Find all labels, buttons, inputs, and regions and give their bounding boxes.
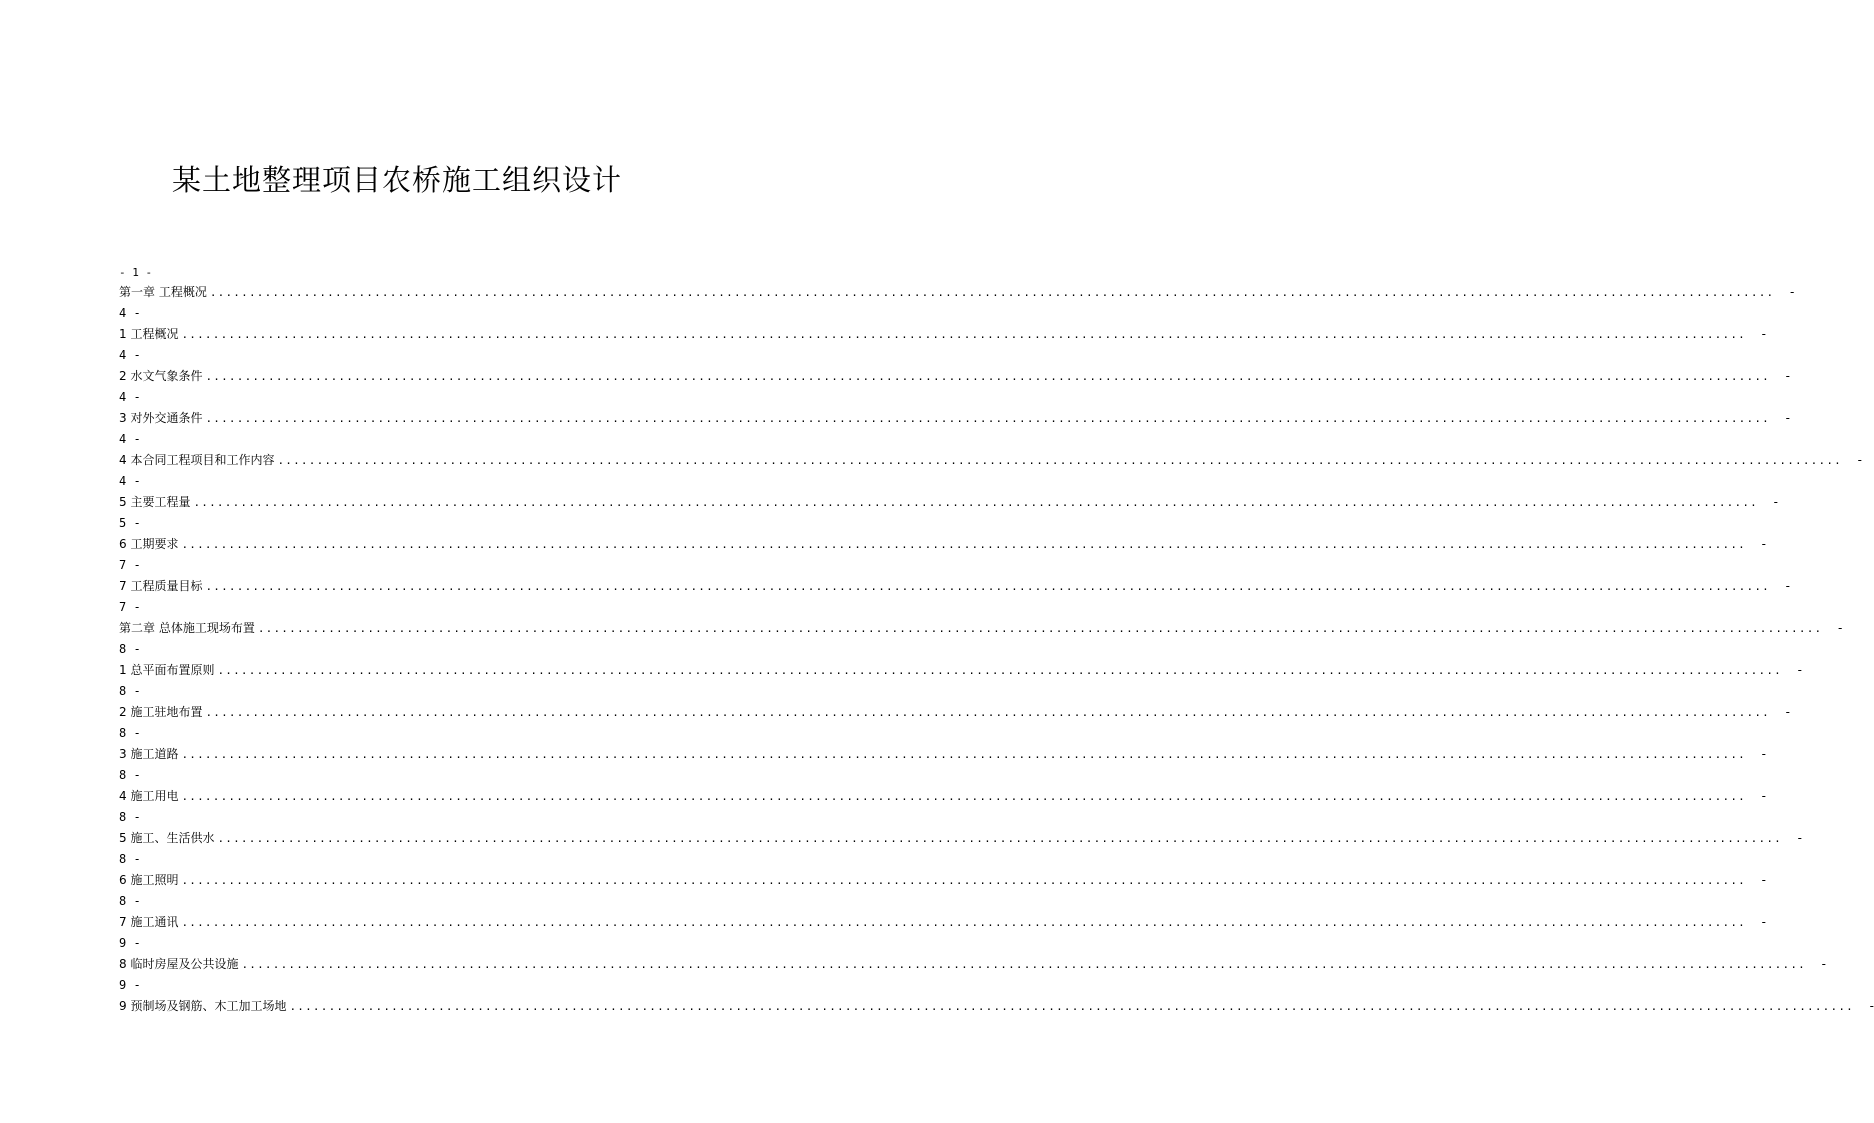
toc-entry-label: 1 总平面布置原则: [119, 663, 215, 677]
toc-entry-label: 6 施工照明: [119, 873, 179, 887]
toc-entry-page: 8 -: [119, 852, 141, 866]
toc-entry[interactable]: [119, 996, 1874, 1017]
toc-page-dash: -: [1785, 579, 1790, 593]
toc-entry-line: [119, 996, 1874, 1017]
toc-entry-label: 8 临时房屋及公共设施: [119, 957, 239, 971]
toc-dot-leader: ........................................................................................................................................................................................................: [289, 1000, 1854, 1013]
toc-entry-line: [119, 534, 1766, 555]
toc-entry-line: [119, 576, 1790, 597]
toc-page-dash: -: [1773, 495, 1778, 509]
toc-entry-label: 1 工程概况: [119, 327, 179, 341]
page-number-marker: - 1 -: [119, 266, 153, 279]
toc-entry-line: [119, 408, 1790, 429]
toc-entry-page: 9 -: [119, 936, 141, 950]
toc-entry-label: 2 水文气象条件: [119, 369, 203, 383]
toc-entry-page: 4 -: [119, 306, 141, 320]
toc-entry-label: 4 施工用电: [119, 789, 179, 803]
toc-entry-line: [119, 954, 1826, 975]
toc-entry-page: 4 -: [119, 474, 141, 488]
toc-entry-line: [119, 786, 1766, 807]
toc-entry[interactable]: [119, 576, 1790, 618]
toc-entry-label: 6 工期要求: [119, 537, 179, 551]
document-title: 某土地整理项目农桥施工组织设计: [171, 163, 622, 197]
toc-entry-line: [119, 744, 1766, 765]
toc-dot-leader: ........................................................................................................................................................................................................: [241, 958, 1806, 971]
toc-entry[interactable]: [119, 492, 1778, 534]
toc-entry-label: 第二章 总体施工现场布置: [119, 621, 255, 635]
toc-entry-page: 7 -: [119, 600, 141, 614]
toc-entry-line: [119, 828, 1802, 849]
toc-dot-leader: ........................................................................................................................................................................................................: [205, 412, 1770, 425]
toc-entry[interactable]: [119, 282, 1795, 324]
toc-entry[interactable]: [119, 870, 1766, 912]
toc-entry-page: 4 -: [119, 432, 141, 446]
toc-dot-leader: ........................................................................................................................................................................................................: [181, 916, 1746, 929]
toc-page-dash: -: [1790, 285, 1795, 299]
toc-entry-page: 8 -: [119, 810, 141, 824]
toc-entry-label: 9 预制场及钢筋、木工加工场地: [119, 999, 287, 1013]
toc-entry-line: [119, 282, 1795, 303]
toc-entry[interactable]: [119, 828, 1802, 870]
toc-entry-label: 7 工程质量目标: [119, 579, 203, 593]
toc-entry-line: [119, 450, 1862, 471]
toc-entry[interactable]: [119, 660, 1802, 702]
toc-page-dash: -: [1761, 537, 1766, 551]
toc-entry-page: 8 -: [119, 768, 141, 782]
toc-entry-page: 5 -: [119, 516, 141, 530]
toc-page-dash: -: [1761, 327, 1766, 341]
toc-entry-page: 8 -: [119, 894, 141, 908]
toc-dot-leader: ........................................................................................................................................................................................................: [277, 454, 1842, 467]
toc-entry-page: 8 -: [119, 684, 141, 698]
toc-entry-page: 8 -: [119, 726, 141, 740]
toc-entry-line: [119, 324, 1766, 345]
toc-page-dash: -: [1785, 705, 1790, 719]
toc-page-dash: -: [1797, 663, 1802, 677]
toc-entry-line: [119, 618, 1843, 639]
toc-entry-label: 7 施工通讯: [119, 915, 179, 929]
toc-entry-page: 7 -: [119, 558, 141, 572]
toc-entry[interactable]: [119, 534, 1766, 576]
toc-dot-leader: ........................................................................................................................................................................................................: [257, 622, 1823, 635]
toc-dot-leader: ........................................................................................................................................................................................................: [181, 748, 1746, 761]
toc-dot-leader: ........................................................................................................................................................................................................: [205, 580, 1770, 593]
toc-entry-page: 9 -: [119, 978, 141, 992]
toc-entry-line: [119, 912, 1766, 933]
toc-dot-leader: ........................................................................................................................................................................................................: [209, 286, 1775, 299]
toc-entry-page: 4 -: [119, 390, 141, 404]
toc-page-dash: -: [1797, 831, 1802, 845]
toc-entry-page: 8 -: [119, 642, 141, 656]
toc-entry-page: 4 -: [119, 348, 141, 362]
toc-entry[interactable]: [119, 786, 1766, 828]
toc-page-dash: -: [1857, 453, 1862, 467]
toc-page-dash: -: [1821, 957, 1826, 971]
toc-entry-label: 3 施工道路: [119, 747, 179, 761]
toc-entry[interactable]: [119, 702, 1790, 744]
toc-entry[interactable]: [119, 450, 1862, 492]
toc-dot-leader: ........................................................................................................................................................................................................: [181, 328, 1746, 341]
toc-dot-leader: ........................................................................................................................................................................................................: [205, 706, 1770, 719]
toc-page-dash: -: [1761, 915, 1766, 929]
table-of-contents: [119, 282, 1874, 1017]
toc-entry-label: 4 本合同工程项目和工作内容: [119, 453, 275, 467]
toc-entry-label: 3 对外交通条件: [119, 411, 203, 425]
toc-entry-line: [119, 492, 1778, 513]
toc-page-dash: -: [1785, 369, 1790, 383]
toc-entry[interactable]: [119, 618, 1843, 660]
toc-page-dash: -: [1761, 747, 1766, 761]
toc-page-dash: -: [1838, 621, 1843, 635]
toc-entry-label: 5 主要工程量: [119, 495, 191, 509]
toc-entry[interactable]: [119, 408, 1790, 450]
toc-dot-leader: ........................................................................................................................................................................................................: [217, 832, 1782, 845]
toc-entry[interactable]: [119, 324, 1766, 366]
toc-page-dash: -: [1761, 873, 1766, 887]
toc-entry[interactable]: [119, 954, 1826, 996]
toc-dot-leader: ........................................................................................................................................................................................................: [181, 790, 1746, 803]
toc-entry[interactable]: [119, 912, 1766, 954]
toc-dot-leader: ........................................................................................................................................................................................................: [193, 496, 1758, 509]
toc-dot-leader: ........................................................................................................................................................................................................: [205, 370, 1770, 383]
toc-page-dash: -: [1761, 789, 1766, 803]
toc-entry-line: [119, 660, 1802, 681]
toc-page-dash: -: [1785, 411, 1790, 425]
toc-entry-line: [119, 366, 1790, 387]
toc-dot-leader: ........................................................................................................................................................................................................: [181, 538, 1746, 551]
toc-entry-label: 2 施工驻地布置: [119, 705, 203, 719]
toc-entry-line: [119, 870, 1766, 891]
toc-entry-label: 第一章 工程概况: [119, 285, 207, 299]
toc-entry-line: [119, 702, 1790, 723]
toc-entry[interactable]: [119, 744, 1766, 786]
toc-entry-label: 5 施工、生活供水: [119, 831, 215, 845]
toc-dot-leader: ........................................................................................................................................................................................................: [217, 664, 1782, 677]
toc-dot-leader: ........................................................................................................................................................................................................: [181, 874, 1746, 887]
toc-page-dash: -: [1869, 999, 1874, 1013]
toc-entry[interactable]: [119, 366, 1790, 408]
